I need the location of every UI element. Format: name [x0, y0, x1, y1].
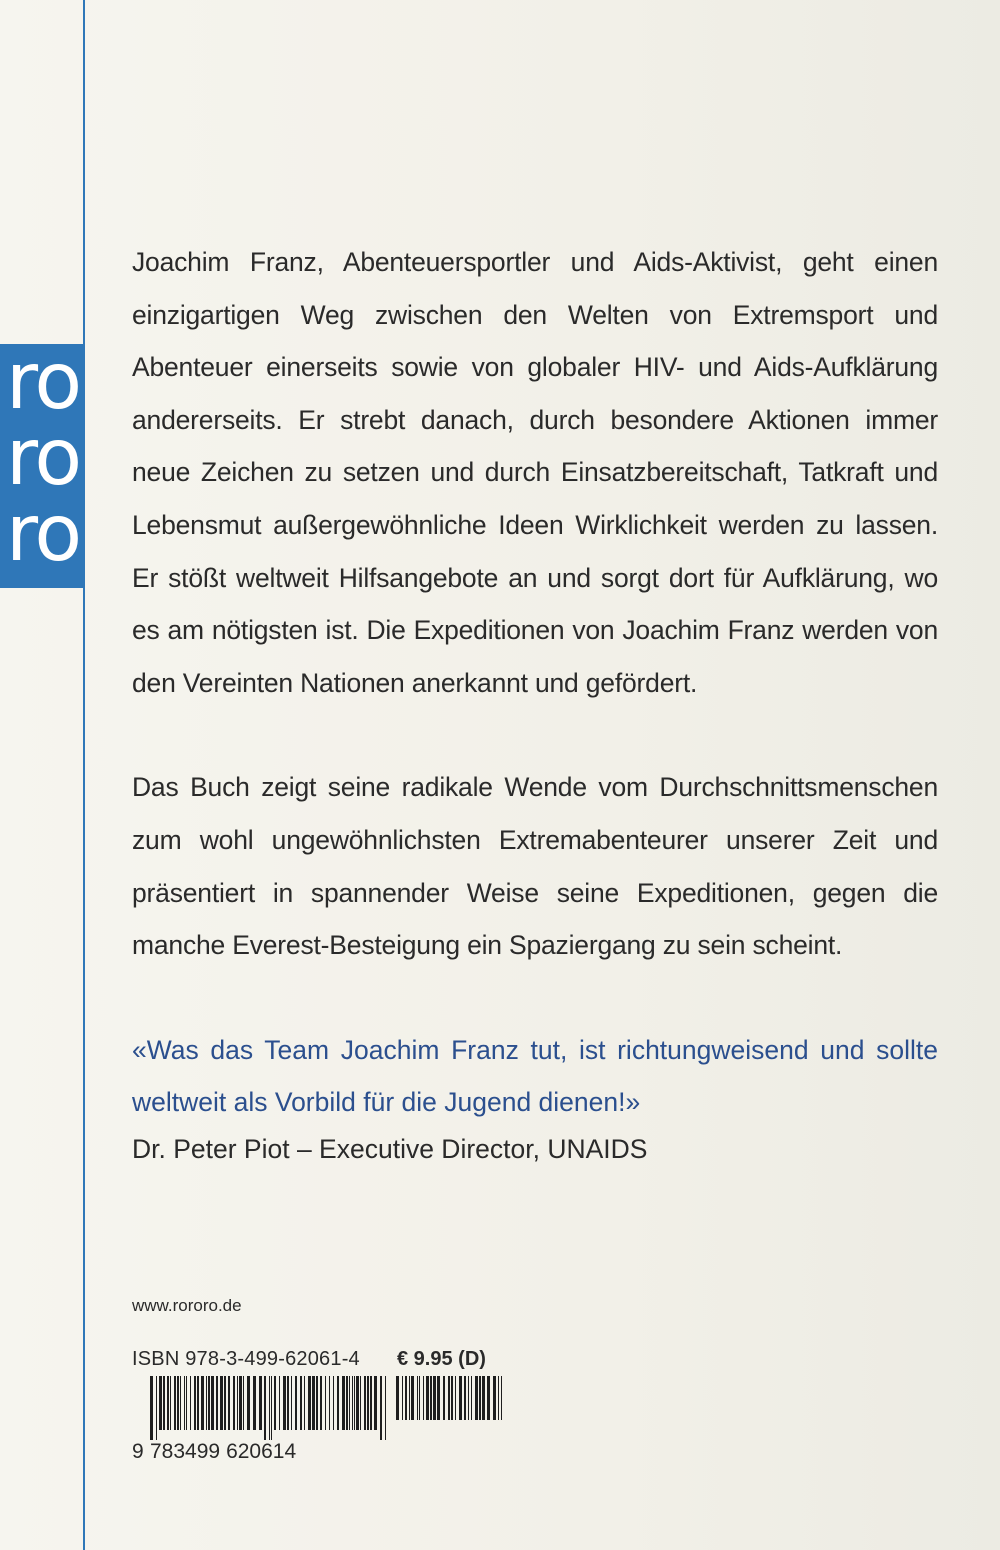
barcode-bar	[333, 1376, 334, 1430]
website-url[interactable]: www.rororo.de	[132, 1296, 242, 1315]
barcode-bar	[455, 1376, 456, 1420]
barcode-group-2: 620614	[226, 1440, 297, 1463]
barcode-bar	[247, 1376, 250, 1430]
barcode-bar	[423, 1376, 424, 1420]
barcode-bar	[170, 1376, 171, 1430]
barcode-bar	[271, 1376, 272, 1440]
barcode-bar	[174, 1376, 176, 1430]
barcode-bar	[190, 1376, 191, 1430]
barcode-bar	[159, 1376, 162, 1430]
barcode-bar	[201, 1376, 204, 1430]
blurb	[132, 236, 938, 1169]
barcode-bar	[184, 1376, 185, 1430]
barcode-bar	[279, 1376, 280, 1430]
barcode-bar	[354, 1376, 355, 1430]
barcode-bar	[374, 1376, 377, 1430]
barcode-bar	[180, 1376, 181, 1430]
barcode-bar	[312, 1376, 315, 1430]
price-addon-barcode	[396, 1376, 504, 1430]
barcode-bar	[208, 1376, 210, 1430]
barcode-bar	[498, 1376, 499, 1420]
barcode-bar	[426, 1376, 429, 1420]
barcode-bar	[150, 1376, 153, 1440]
barcode-bar	[237, 1376, 238, 1430]
barcode-bar	[325, 1376, 326, 1430]
blue-margin-line	[83, 0, 85, 1550]
barcode-bar	[396, 1376, 399, 1420]
barcode-bar	[283, 1376, 286, 1430]
barcode-bar	[287, 1376, 289, 1430]
barcode-bar	[409, 1376, 410, 1420]
barcode-bar	[295, 1376, 297, 1430]
barcode-bar	[346, 1376, 348, 1430]
barcode-bar	[493, 1376, 496, 1420]
ean-barcode	[150, 1376, 386, 1440]
barcode-bar	[269, 1376, 270, 1440]
barcode-bar	[224, 1376, 226, 1430]
quote-attribution: Dr. Peter Piot – Executive Director, UNAIDS	[132, 1133, 648, 1164]
barcode-lead-digit: 9	[132, 1440, 144, 1463]
barcode-bar	[364, 1376, 366, 1430]
barcode-bar	[417, 1376, 418, 1420]
barcode-bar	[274, 1376, 276, 1430]
barcode-bar	[337, 1376, 339, 1430]
barcode-bar	[259, 1376, 262, 1430]
rororo-logo	[0, 344, 84, 588]
barcode-bar	[370, 1376, 372, 1430]
barcode-bar	[308, 1376, 311, 1430]
barcode-bar	[320, 1376, 322, 1430]
paragraph-book: Das Buch zeigt seine radikale Wende vom Durchschnittsmenschen zum wohl ungewöhnlichsten Extremabenteurer unserer Zeit und präsentiert in spannender Weise seine Expeditionen, gegen die manche Everest-Besteigung ein Spaziergang zu sein scheint.	[132, 772, 938, 961]
barcode-bar	[475, 1376, 478, 1420]
logo-text	[6, 344, 84, 579]
logo-line-3: ro	[6, 489, 81, 579]
barcode-bar	[197, 1376, 199, 1430]
barcode-bar	[437, 1376, 440, 1420]
barcode-bar	[304, 1376, 305, 1430]
barcode-bar	[291, 1376, 292, 1430]
barcode-bar	[433, 1376, 436, 1420]
barcode-group-1: 783499	[150, 1440, 221, 1463]
barcode-bar	[487, 1376, 490, 1420]
logo-line-1: ro	[6, 344, 81, 427]
barcode-digits	[132, 1440, 302, 1464]
barcode-bar	[380, 1376, 382, 1440]
barcode-bar	[243, 1376, 244, 1430]
barcode-bar	[228, 1376, 230, 1430]
barcode-bar	[402, 1376, 403, 1420]
barcode-bar	[471, 1376, 472, 1420]
barcode-bar	[233, 1376, 235, 1430]
barcode-bar	[352, 1376, 353, 1430]
barcode-bar	[206, 1376, 207, 1430]
barcode-bar	[468, 1376, 469, 1420]
barcode-bar	[464, 1376, 466, 1420]
barcode-bar	[482, 1376, 485, 1420]
barcode-bar	[360, 1376, 361, 1430]
barcode-bar	[448, 1376, 450, 1420]
barcode-bar	[186, 1376, 187, 1430]
barcode-bar	[239, 1376, 242, 1430]
barcode-bar	[356, 1376, 359, 1430]
isbn: ISBN 978-3-499-62061-4	[132, 1348, 360, 1370]
barcode-bar	[430, 1376, 432, 1420]
barcode-bar	[501, 1376, 502, 1420]
barcode-bar	[405, 1376, 407, 1420]
barcode-bar	[211, 1376, 214, 1430]
barcode-bar	[385, 1376, 386, 1440]
barcode-bar	[329, 1376, 330, 1430]
barcode-bar	[459, 1376, 462, 1420]
quote-text: «Was das Team Joachim Franz tut, ist richtungweisend und sollte weltweit als Vorbild für die Jugend dienen!»	[132, 1034, 938, 1118]
barcode-bar	[411, 1376, 414, 1420]
paragraph-intro: Joachim Franz, Abenteuersportler und Aids-Aktivist, geht einen einzigartigen Weg zwischen den Welten von Extremsport und Abenteuer einerseits sowie von globaler HIV- und Aids-Aufklärung andererseits. Er strebt danach, durch besondere Aktionen immer neue Zeichen zu setzen und durch Einsatzbereitschaft, Tatkraft und Lebensmut außergewöhnliche Ideen Wirklichkeit werden zu lassen. Er stößt weltweit Hilfsangebote an und sorgt dort für Aufklärung, wo es am nötigsten ist. Die Expeditionen von Joachim Franz werden von den Vereinten Nationen anerkannt und gefördert.	[132, 247, 938, 698]
barcode-bar	[156, 1376, 157, 1440]
barcode-bar	[194, 1376, 196, 1430]
barcode-bar	[264, 1376, 266, 1440]
barcode-bar	[479, 1376, 481, 1420]
barcode-bar	[419, 1376, 420, 1420]
barcode-bar	[253, 1376, 256, 1430]
barcode-bar	[349, 1376, 350, 1430]
barcode-bar	[443, 1376, 445, 1420]
barcode-bar	[342, 1376, 345, 1430]
barcode-bar	[163, 1376, 165, 1430]
barcode-bar	[167, 1376, 169, 1430]
barcode-bar	[216, 1376, 218, 1430]
barcode-bar	[177, 1376, 179, 1430]
barcode-bar	[367, 1376, 369, 1430]
barcode-bar	[451, 1376, 453, 1420]
barcode-bar	[316, 1376, 318, 1430]
barcode-bar	[300, 1376, 302, 1430]
logo-line-2: ro	[6, 413, 81, 503]
price: € 9.95 (D)	[397, 1348, 486, 1370]
barcode-bar	[220, 1376, 223, 1430]
